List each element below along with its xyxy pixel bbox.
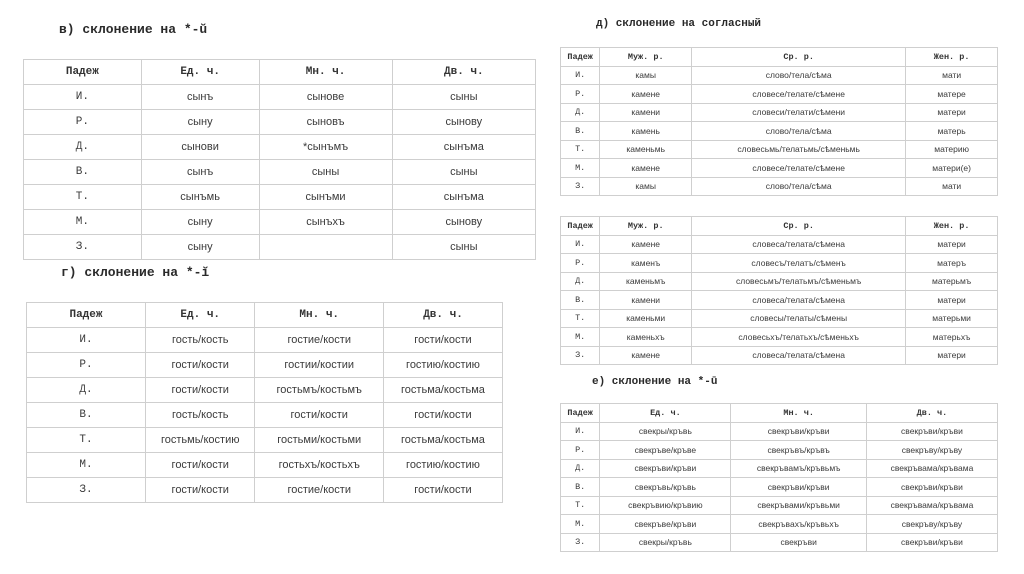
table-row [561,66,998,85]
table-row [561,496,998,515]
form-cell: гостие/кости [255,328,384,353]
case-label: В. [561,291,600,310]
form-cell: сынъ [141,160,259,185]
form-cell: сынове [259,85,392,110]
form-cell: свекръви/кръви [731,478,866,497]
declension-table-v [23,59,536,260]
case-label: Д. [561,103,600,122]
form-cell: свекръви/кръви [866,478,997,497]
form-cell: матери [906,291,998,310]
table-row [27,478,503,503]
form-cell: камене [600,346,692,365]
table-row [24,110,536,135]
form-cell: свекръвию/кръвию [600,496,731,515]
table-row [561,309,998,328]
form-cell: камени [600,291,692,310]
table-row [561,291,998,310]
table-row [561,272,998,291]
section-title-v: в) склонение на *-ŭ [59,22,208,37]
case-label: М. [561,515,600,534]
case-label: Т. [561,309,600,328]
table-row [27,453,503,478]
form-cell: каменьмъ [600,272,692,291]
table-row [561,422,998,441]
form-cell: гости/кости [383,478,502,503]
table-row [27,403,503,428]
column-header: Падеж [561,48,600,67]
column-header: Ед. ч. [141,60,259,85]
form-cell: сынъхъ [259,210,392,235]
form-cell: словесьмъ/телатьмъ/сѣменьмъ [692,272,906,291]
form-cell: словесьхъ/телатьхъ/сѣменьхъ [692,328,906,347]
form-cell: гость/кость [146,328,255,353]
table-row [561,140,998,159]
form-cell: гостьма/костьма [383,378,502,403]
form-cell: словесе/телате/сѣмене [692,159,906,178]
form-cell: свекръви/кръви [731,422,866,441]
column-header: Падеж [561,404,600,423]
form-cell: гость/кость [146,403,255,428]
case-label: Р. [561,441,600,460]
section-title-d: д) склонение на согласный [596,18,762,30]
case-label: Р. [561,254,600,273]
form-cell: свекръвами/кръвьми [731,496,866,515]
case-label: З. [27,478,146,503]
case-label: Д. [561,459,600,478]
table-header-row [561,404,998,423]
form-cell: сыны [259,160,392,185]
case-label: Т. [24,185,142,210]
case-label: И. [27,328,146,353]
declension-table-g [26,302,503,503]
form-cell: сыновъ [259,110,392,135]
form-cell [259,235,392,260]
form-cell: гостьхъ/костьхъ [255,453,384,478]
case-label: З. [561,533,600,552]
form-cell: свекръви/кръви [866,422,997,441]
case-label: В. [561,122,600,141]
case-label: В. [27,403,146,428]
form-cell: камене [600,235,692,254]
column-header: Жен. р. [906,48,998,67]
column-header: Дв. ч. [383,303,502,328]
form-cell: гостьмь/костию [146,428,255,453]
form-cell: свекръву/кръву [866,515,997,534]
table-row [561,346,998,365]
form-cell: мати [906,177,998,196]
form-cell: сынову [392,210,535,235]
form-cell: матери [906,103,998,122]
form-cell: свекръве/кръви [600,515,731,534]
case-label: М. [561,328,600,347]
case-label: И. [561,422,600,441]
form-cell: свекръвама/кръвама [866,459,997,478]
table-row [561,85,998,104]
table-row [27,328,503,353]
form-cell: матери [906,235,998,254]
form-cell: свекръви [731,533,866,552]
form-cell: сынову [392,110,535,135]
column-header: Мн. ч. [731,404,866,423]
column-header: Мн. ч. [255,303,384,328]
form-cell: свекръву/кръву [866,441,997,460]
form-cell: каменьми [600,309,692,328]
column-header: Падеж [561,217,600,236]
form-cell: свекръвама/кръвама [866,496,997,515]
form-cell: свекръвъ/кръвъ [731,441,866,460]
form-cell: гости/кости [255,403,384,428]
column-header: Дв. ч. [866,404,997,423]
table-row [561,533,998,552]
form-cell: свекръвамъ/кръвьмъ [731,459,866,478]
form-cell: свекръвь/кръвь [600,478,731,497]
column-header: Ср. р. [692,48,906,67]
table-row [24,235,536,260]
form-cell: каменьмь [600,140,692,159]
declension-table-e [560,403,998,552]
form-cell: свекры/кръвь [600,422,731,441]
table-row [24,135,536,160]
form-cell: сыны [392,235,535,260]
table-row [24,185,536,210]
form-cell: свекръве/кръве [600,441,731,460]
form-cell: слово/тела/сѣма [692,177,906,196]
case-label: В. [561,478,600,497]
form-cell: камы [600,66,692,85]
table-header-row [561,217,998,236]
form-cell: сынъмь [141,185,259,210]
form-cell: гости/кости [383,328,502,353]
form-cell: гостьмъ/костьмъ [255,378,384,403]
case-label: Р. [561,85,600,104]
table-header-row [561,48,998,67]
form-cell: сыну [141,210,259,235]
case-label: Т. [27,428,146,453]
form-cell: матерьхъ [906,328,998,347]
form-cell: гостьми/костьми [255,428,384,453]
column-header: Ед. ч. [146,303,255,328]
declension-table-d-plural [560,216,998,365]
form-cell: матерьмъ [906,272,998,291]
form-cell: матерьми [906,309,998,328]
column-header: Падеж [27,303,146,328]
table-row [24,210,536,235]
table-row [561,254,998,273]
form-cell: словеса/телата/сѣмена [692,346,906,365]
table-header-row [24,60,536,85]
form-cell: сынъма [392,135,535,160]
form-cell: сынови [141,135,259,160]
case-label: В. [24,160,142,185]
table-row [27,378,503,403]
form-cell: словеса/телата/сѣмена [692,291,906,310]
case-label: Т. [561,140,600,159]
table-row [561,177,998,196]
form-cell: гостии/костии [255,353,384,378]
case-label: Р. [24,110,142,135]
table-row [561,103,998,122]
form-cell: словесъ/телатъ/сѣменъ [692,254,906,273]
table-row [561,159,998,178]
case-label: З. [561,177,600,196]
form-cell: сынъ [141,85,259,110]
table-row [27,428,503,453]
column-header: Мн. ч. [259,60,392,85]
table-row [561,122,998,141]
form-cell: матеръ [906,254,998,273]
case-label: М. [561,159,600,178]
form-cell: слово/тела/сѣма [692,66,906,85]
column-header: Муж. р. [600,48,692,67]
table-row [24,85,536,110]
form-cell: камене [600,159,692,178]
form-cell: гостие/кости [255,478,384,503]
case-label: И. [561,235,600,254]
column-header: Ед. ч. [600,404,731,423]
form-cell: сынъми [259,185,392,210]
form-cell: гости/кости [383,403,502,428]
table-row [561,235,998,254]
case-label: М. [24,210,142,235]
case-label: И. [24,85,142,110]
table-row [561,515,998,534]
form-cell: сынъма [392,185,535,210]
form-cell: словесы/телаты/сѣмены [692,309,906,328]
form-cell: матери(е) [906,159,998,178]
form-cell: матери [906,346,998,365]
form-cell: мати [906,66,998,85]
table-row [24,160,536,185]
column-header: Падеж [24,60,142,85]
form-cell: каменьхъ [600,328,692,347]
case-label: З. [561,346,600,365]
case-label: И. [561,66,600,85]
form-cell: слово/тела/сѣма [692,122,906,141]
form-cell: свекръви/кръви [866,533,997,552]
table-row [561,328,998,347]
case-label: Т. [561,496,600,515]
form-cell: камень [600,122,692,141]
form-cell: *сынъмъ [259,135,392,160]
table-row [27,353,503,378]
form-cell: камы [600,177,692,196]
table-row [561,441,998,460]
section-title-e: е) склонение на *-ū [592,376,718,388]
form-cell: камени [600,103,692,122]
column-header: Жен. р. [906,217,998,236]
table-header-row [27,303,503,328]
column-header: Ср. р. [692,217,906,236]
form-cell: материю [906,140,998,159]
case-label: З. [24,235,142,260]
case-label: М. [27,453,146,478]
form-cell: словесьмь/телатьмь/сѣменьмь [692,140,906,159]
form-cell: сыны [392,85,535,110]
form-cell: гости/кости [146,353,255,378]
form-cell: словесе/телате/сѣмене [692,85,906,104]
form-cell: камене [600,85,692,104]
form-cell: словеса/телата/сѣмена [692,235,906,254]
case-label: Д. [561,272,600,291]
form-cell: каменъ [600,254,692,273]
form-cell: гости/кости [146,478,255,503]
form-cell: свекры/кръвь [600,533,731,552]
form-cell: свекръви/кръви [600,459,731,478]
form-cell: сыны [392,160,535,185]
form-cell: гостию/костию [383,353,502,378]
case-label: Д. [27,378,146,403]
section-title-g: г) склонение на *-ĭ [61,265,210,280]
table-row [561,478,998,497]
form-cell: гости/кости [146,378,255,403]
form-cell: матерь [906,122,998,141]
form-cell: гостьма/костьма [383,428,502,453]
form-cell: словеси/телати/сѣмени [692,103,906,122]
table-row [561,459,998,478]
form-cell: матере [906,85,998,104]
case-label: Р. [27,353,146,378]
form-cell: сыну [141,235,259,260]
form-cell: сыну [141,110,259,135]
declension-table-d-singular [560,47,998,196]
case-label: Д. [24,135,142,160]
column-header: Дв. ч. [392,60,535,85]
column-header: Муж. р. [600,217,692,236]
form-cell: гостию/костию [383,453,502,478]
form-cell: свекръвахъ/кръвьхъ [731,515,866,534]
form-cell: гости/кости [146,453,255,478]
